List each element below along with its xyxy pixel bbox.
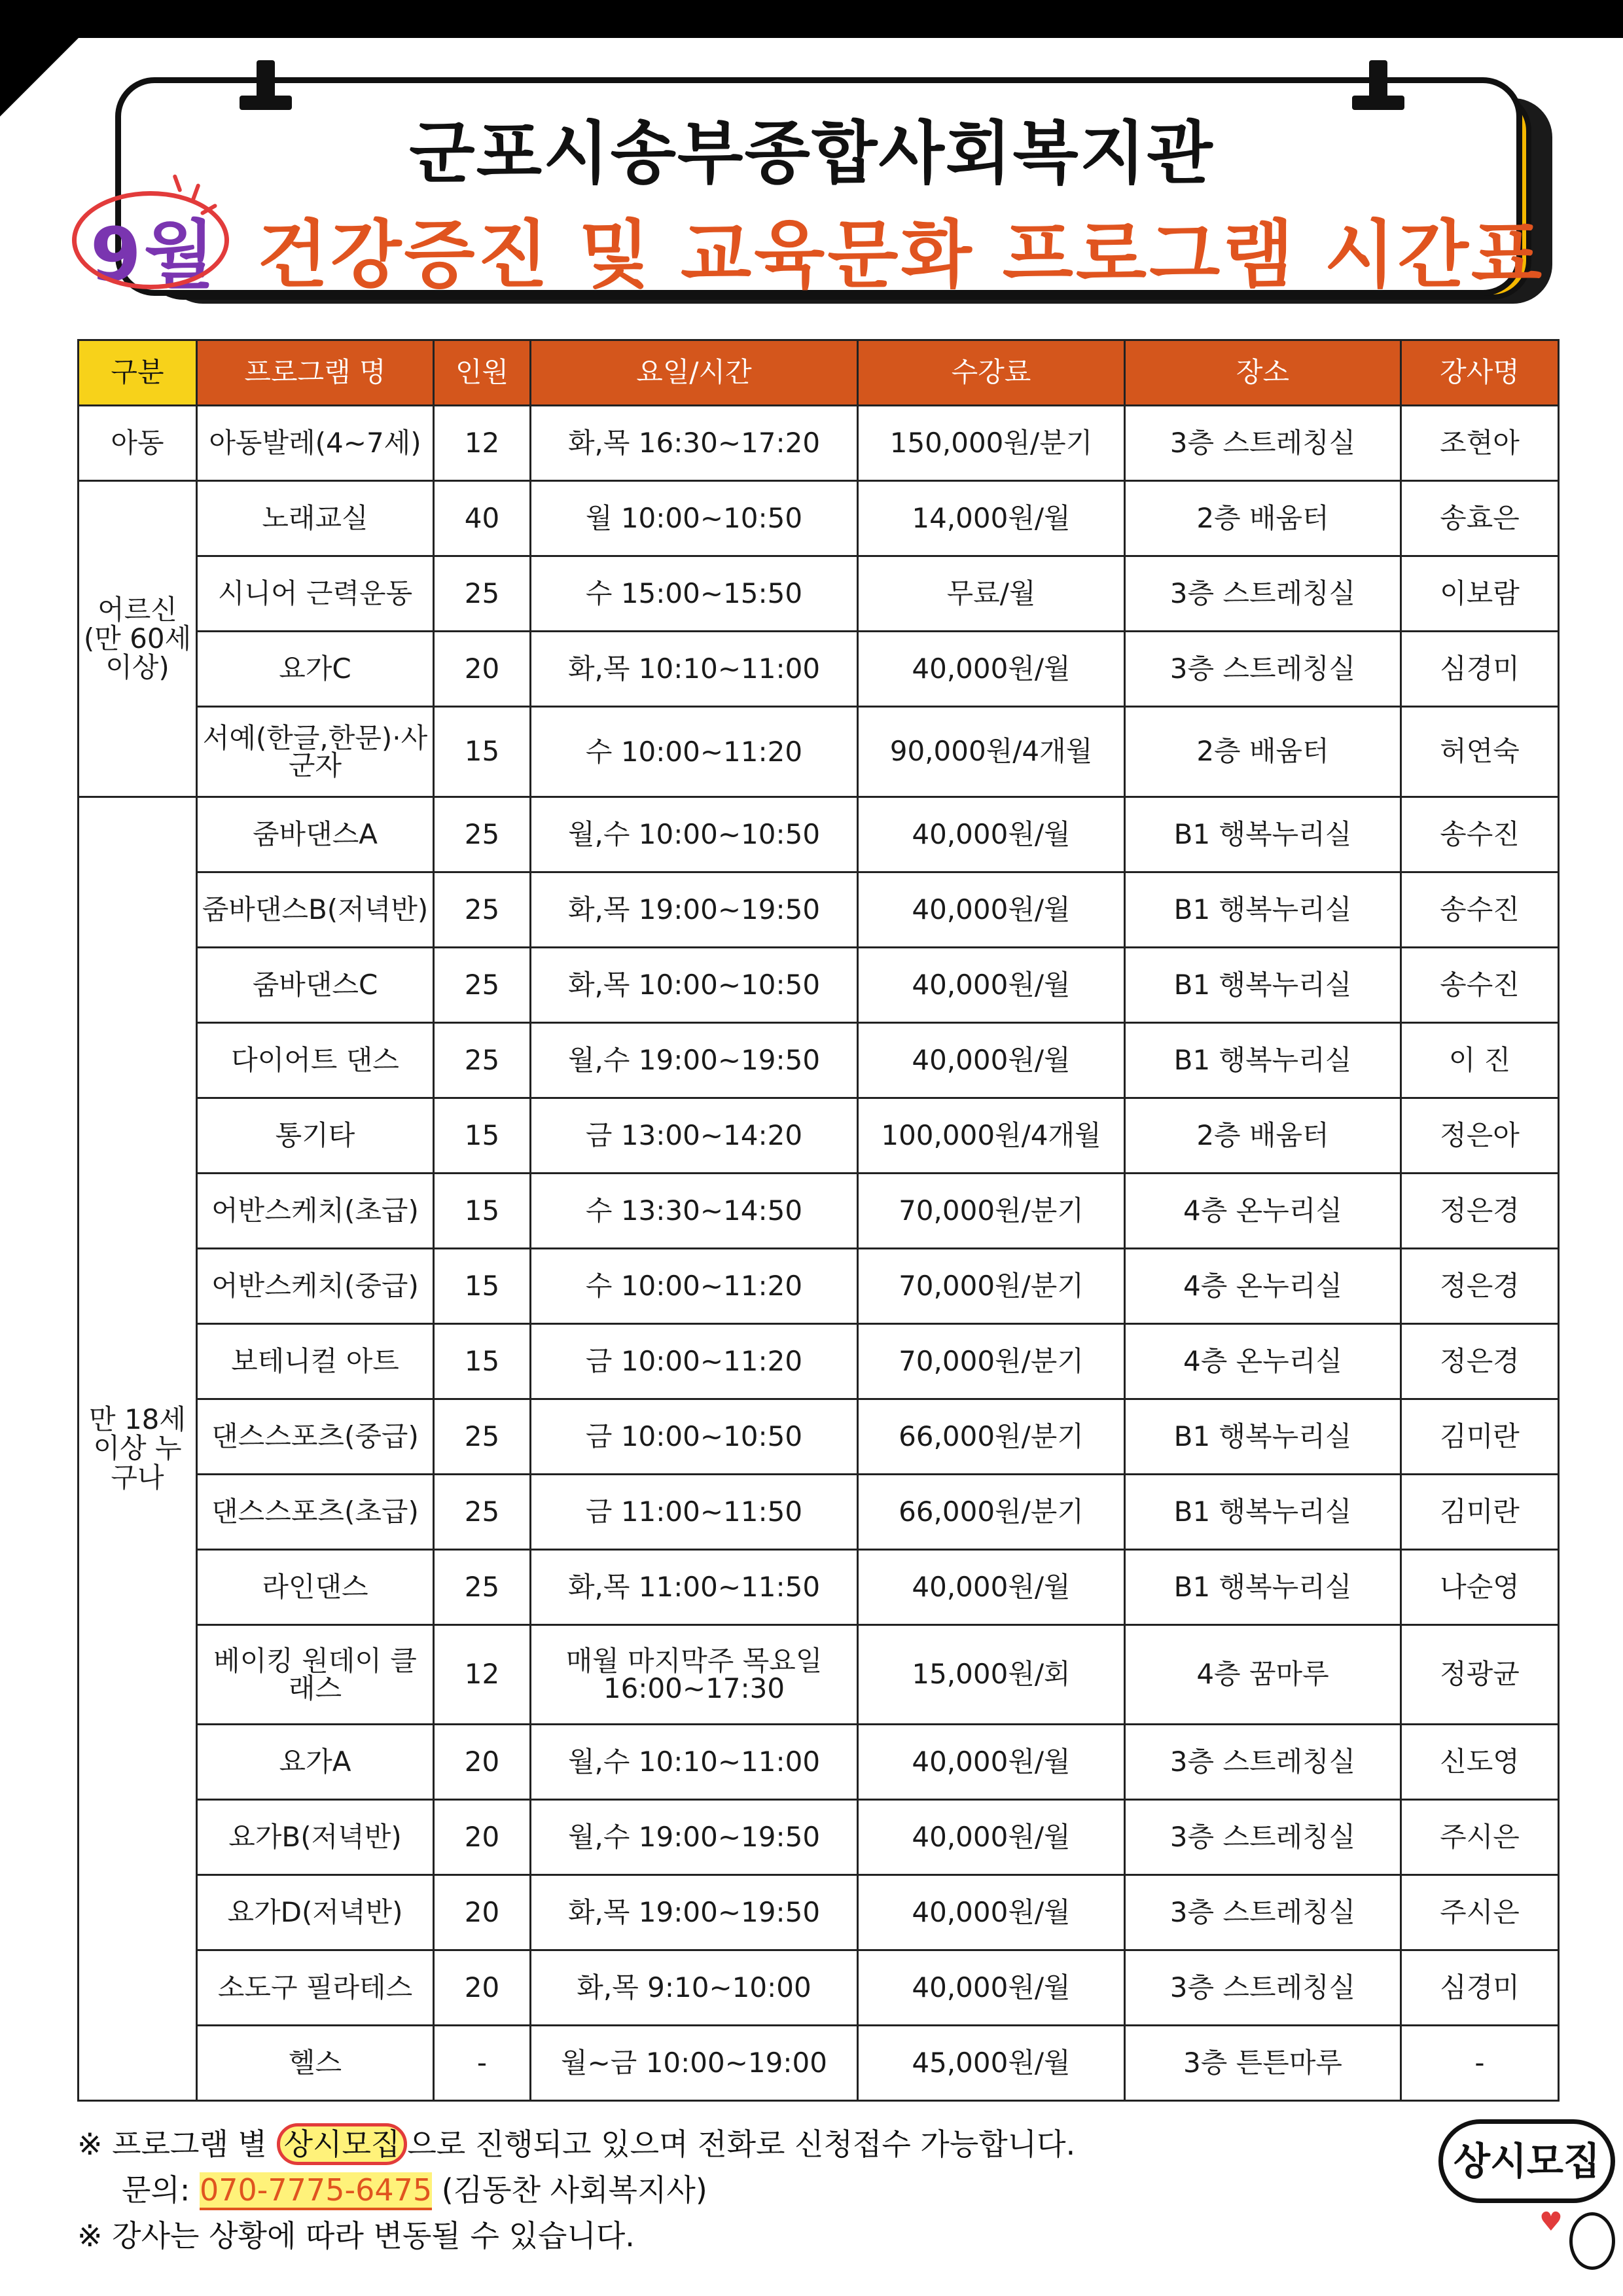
table-row xyxy=(79,1098,1559,1174)
fee-cell: 70,000원/분기 xyxy=(858,1174,1125,1249)
fee-cell: 40,000원/월 xyxy=(858,948,1125,1023)
capacity-cell: 15 xyxy=(434,1174,531,1249)
column-header: 요일/시간 xyxy=(531,340,858,406)
location-cell: B1 행복누리실 xyxy=(1125,872,1401,948)
location-cell: 2층 배움터 xyxy=(1125,707,1401,797)
schedule-cell: 금 10:00~10:50 xyxy=(531,1399,858,1475)
location-cell: 3층 스트레칭실 xyxy=(1125,1800,1401,1875)
instructor-cell: 심경미 xyxy=(1401,1950,1559,2026)
program-name-cell: 아동발레(4~7세) xyxy=(197,406,434,481)
capacity-cell: 25 xyxy=(434,556,531,632)
contact-phone[interactable]: 070-7775-6475 xyxy=(200,2172,432,2210)
month-label: 9월 xyxy=(79,196,229,302)
program-name-cell: 라인댄스 xyxy=(197,1550,434,1625)
schedule-cell: 수 15:00~15:50 xyxy=(531,556,858,632)
location-cell: 3층 튼튼마루 xyxy=(1125,2026,1401,2101)
location-cell: 3층 스트레칭실 xyxy=(1125,632,1401,707)
schedule-cell: 화,목 19:00~19:50 xyxy=(531,872,858,948)
table-row xyxy=(79,1625,1559,1725)
location-cell: 2층 배움터 xyxy=(1125,1098,1401,1174)
program-name-cell: 어반스케치(중급) xyxy=(197,1249,434,1324)
column-header: 장소 xyxy=(1125,340,1401,406)
location-cell: 2층 배움터 xyxy=(1125,481,1401,556)
schedule-cell: 화,목 9:10~10:00 xyxy=(531,1950,858,2026)
fee-cell: 90,000원/4개월 xyxy=(858,707,1125,797)
table-header-row xyxy=(79,340,1559,406)
fee-cell: 14,000원/월 xyxy=(858,481,1125,556)
fee-cell: 15,000원/회 xyxy=(858,1625,1125,1725)
fee-cell: 40,000원/월 xyxy=(858,1875,1125,1950)
program-name-cell: 서예(한글,한문)·사군자 xyxy=(197,707,434,797)
table-row xyxy=(79,1725,1559,1800)
column-header: 구분 xyxy=(79,340,197,406)
table-row xyxy=(79,1950,1559,2026)
month-circle-mark xyxy=(72,191,229,289)
table-row xyxy=(79,481,1559,556)
location-cell: B1 행복누리실 xyxy=(1125,1399,1401,1475)
instructor-cell: 신도영 xyxy=(1401,1725,1559,1800)
schedule-cell: 수 13:30~14:50 xyxy=(531,1174,858,1249)
capacity-cell: 12 xyxy=(434,1625,531,1725)
schedule-cell: 월~금 10:00~19:00 xyxy=(531,2026,858,2101)
program-name-cell: 요가C xyxy=(197,632,434,707)
capacity-cell: 15 xyxy=(434,707,531,797)
capacity-cell: 20 xyxy=(434,632,531,707)
schedule-cell: 화,목 11:00~11:50 xyxy=(531,1550,858,1625)
table-row xyxy=(79,1399,1559,1475)
location-cell: 3층 스트레칭실 xyxy=(1125,406,1401,481)
fee-cell: 100,000원/4개월 xyxy=(858,1098,1125,1174)
schedule-cell: 금 11:00~11:50 xyxy=(531,1475,858,1550)
fee-cell: 40,000원/월 xyxy=(858,1550,1125,1625)
location-cell: 3층 스트레칭실 xyxy=(1125,556,1401,632)
schedule-table xyxy=(77,339,1560,2102)
instructor-cell: 이 진 xyxy=(1401,1023,1559,1098)
location-cell: B1 행복누리실 xyxy=(1125,1475,1401,1550)
column-header: 강사명 xyxy=(1401,340,1559,406)
instructor-cell: 김미란 xyxy=(1401,1399,1559,1475)
program-name-cell: 시니어 근력운동 xyxy=(197,556,434,632)
program-name-cell: 줌바댄스A xyxy=(197,797,434,872)
program-name-cell: 소도구 필라테스 xyxy=(197,1950,434,2026)
subtitle-text: 건강증진 및 교육문화 프로그램 시간표 xyxy=(257,213,1545,298)
schedule-cell: 월,수 10:00~10:50 xyxy=(531,797,858,872)
capacity-cell: 20 xyxy=(434,1875,531,1950)
capacity-cell: - xyxy=(434,2026,531,2101)
program-name-cell: 다이어트 댄스 xyxy=(197,1023,434,1098)
instructor-cell: - xyxy=(1401,2026,1559,2101)
instructor-cell: 송효은 xyxy=(1401,481,1559,556)
fee-cell: 40,000원/월 xyxy=(858,1950,1125,2026)
table-row xyxy=(79,1800,1559,1875)
footer-contact: 문의: 070-7775-6475 (김동찬 사회복지사) xyxy=(122,2166,707,2210)
program-name-cell: 요가D(저녁반) xyxy=(197,1875,434,1950)
program-name-cell: 헬스 xyxy=(197,2026,434,2101)
fee-cell: 70,000원/분기 xyxy=(858,1324,1125,1399)
fee-cell: 40,000원/월 xyxy=(858,797,1125,872)
capacity-cell: 15 xyxy=(434,1249,531,1324)
capacity-cell: 25 xyxy=(434,948,531,1023)
instructor-cell: 심경미 xyxy=(1401,632,1559,707)
capacity-cell: 20 xyxy=(434,1950,531,2026)
instructor-cell: 정은경 xyxy=(1401,1249,1559,1324)
program-name-cell: 줌바댄스C xyxy=(197,948,434,1023)
capacity-cell: 25 xyxy=(434,1023,531,1098)
capacity-cell: 15 xyxy=(434,1098,531,1174)
fee-cell: 66,000원/분기 xyxy=(858,1475,1125,1550)
table-row xyxy=(79,1324,1559,1399)
schedule-cell: 월,수 19:00~19:50 xyxy=(531,1800,858,1875)
program-name-cell: 줌바댄스B(저녁반) xyxy=(197,872,434,948)
program-name-cell: 댄스스포츠(중급) xyxy=(197,1399,434,1475)
character-icon xyxy=(1569,2212,1615,2270)
schedule-cell: 화,목 19:00~19:50 xyxy=(531,1875,858,1950)
capacity-cell: 25 xyxy=(434,1475,531,1550)
footer-note-recruit: ※ 프로그램 별 상시모집 으로 진행되고 있으며 전화로 신청접수 가능합니다. xyxy=(77,2121,1075,2164)
program-name-cell: 보테니컬 아트 xyxy=(197,1324,434,1399)
category-cell: 아동 xyxy=(79,406,197,481)
table-row xyxy=(79,707,1559,797)
capacity-cell: 25 xyxy=(434,1399,531,1475)
schedule-cell: 수 10:00~11:20 xyxy=(531,1249,858,1324)
footer-note-instructor: ※ 강사는 상황에 따라 변동될 수 있습니다. xyxy=(77,2218,635,2253)
instructor-cell: 정은경 xyxy=(1401,1324,1559,1399)
fee-cell: 66,000원/분기 xyxy=(858,1399,1125,1475)
capacity-cell: 40 xyxy=(434,481,531,556)
program-subtitle xyxy=(0,196,1623,302)
program-name-cell: 통기타 xyxy=(197,1098,434,1174)
schedule-cell: 수 10:00~11:20 xyxy=(531,707,858,797)
table-row xyxy=(79,1875,1559,1950)
program-name-cell: 어반스케치(초급) xyxy=(197,1174,434,1249)
schedule-cell: 화,목 16:30~17:20 xyxy=(531,406,858,481)
table-row xyxy=(79,632,1559,707)
capacity-cell: 20 xyxy=(434,1725,531,1800)
fee-cell: 40,000원/월 xyxy=(858,1023,1125,1098)
program-name-cell: 댄스스포츠(초급) xyxy=(197,1475,434,1550)
fee-cell: 40,000원/월 xyxy=(858,1800,1125,1875)
instructor-cell: 나순영 xyxy=(1401,1550,1559,1625)
table-row xyxy=(79,556,1559,632)
schedule-cell: 화,목 10:10~11:00 xyxy=(531,632,858,707)
schedule-cell: 매월 마지막주 목요일 16:00~17:30 xyxy=(531,1625,858,1725)
schedule-cell: 화,목 10:00~10:50 xyxy=(531,948,858,1023)
category-cell: 어르신 (만 60세 이상) xyxy=(79,481,197,797)
location-cell: 4층 온누리실 xyxy=(1125,1324,1401,1399)
schedule-cell: 월,수 10:10~11:00 xyxy=(531,1725,858,1800)
capacity-cell: 25 xyxy=(434,797,531,872)
table-row xyxy=(79,1550,1559,1625)
fee-cell: 40,000원/월 xyxy=(858,872,1125,948)
instructor-cell: 허연숙 xyxy=(1401,707,1559,797)
location-cell: 4층 꿈마루 xyxy=(1125,1625,1401,1725)
schedule-cell: 월 10:00~10:50 xyxy=(531,481,858,556)
capacity-cell: 15 xyxy=(434,1324,531,1399)
program-name-cell: 요가A xyxy=(197,1725,434,1800)
table-row xyxy=(79,2026,1559,2101)
recruit-highlight: 상시모집 xyxy=(277,2123,408,2165)
location-cell: 3층 스트레칭실 xyxy=(1125,1950,1401,2026)
capacity-cell: 25 xyxy=(434,1550,531,1625)
table-row xyxy=(79,1475,1559,1550)
fee-cell: 40,000원/월 xyxy=(858,1725,1125,1800)
location-cell: B1 행복누리실 xyxy=(1125,797,1401,872)
instructor-cell: 정광균 xyxy=(1401,1625,1559,1725)
instructor-cell: 주시은 xyxy=(1401,1875,1559,1950)
category-cell: 만 18세 이상 누구나 xyxy=(79,797,197,2101)
table-row xyxy=(79,1023,1559,1098)
program-name-cell: 노래교실 xyxy=(197,481,434,556)
program-name-cell: 베이킹 원데이 클래스 xyxy=(197,1625,434,1725)
schedule-cell: 월,수 19:00~19:50 xyxy=(531,1023,858,1098)
capacity-cell: 12 xyxy=(434,406,531,481)
table-row xyxy=(79,406,1559,481)
instructor-cell: 김미란 xyxy=(1401,1475,1559,1550)
location-cell: 4층 온누리실 xyxy=(1125,1249,1401,1324)
column-header: 프로그램 명 xyxy=(197,340,434,406)
fee-cell: 70,000원/분기 xyxy=(858,1249,1125,1324)
center-title: 군포시송부종합사회복지관 xyxy=(409,113,1214,193)
fee-cell: 무료/월 xyxy=(858,556,1125,632)
instructor-cell: 조현아 xyxy=(1401,406,1559,481)
table-row xyxy=(79,872,1559,948)
instructor-cell: 송수진 xyxy=(1401,948,1559,1023)
location-cell: B1 행복누리실 xyxy=(1125,1023,1401,1098)
location-cell: 3층 스트레칭실 xyxy=(1125,1875,1401,1950)
column-header: 인원 xyxy=(434,340,531,406)
program-name-cell: 요가B(저녁반) xyxy=(197,1800,434,1875)
capacity-cell: 25 xyxy=(434,872,531,948)
instructor-cell: 이보람 xyxy=(1401,556,1559,632)
location-cell: 4층 온누리실 xyxy=(1125,1174,1401,1249)
table-row xyxy=(79,1174,1559,1249)
table-row xyxy=(79,1249,1559,1324)
schedule-cell: 금 10:00~11:20 xyxy=(531,1324,858,1399)
instructor-cell: 송수진 xyxy=(1401,797,1559,872)
location-cell: 3층 스트레칭실 xyxy=(1125,1725,1401,1800)
heart-icon: ♥ xyxy=(1539,2207,1563,2237)
fee-cell: 150,000원/분기 xyxy=(858,406,1125,481)
top-band xyxy=(0,0,1623,38)
recruit-badge: 상시모집 xyxy=(1438,2119,1615,2203)
table-row xyxy=(79,948,1559,1023)
location-cell: B1 행복누리실 xyxy=(1125,1550,1401,1625)
instructor-cell: 정은경 xyxy=(1401,1174,1559,1249)
column-header: 수강료 xyxy=(858,340,1125,406)
fee-cell: 45,000원/월 xyxy=(858,2026,1125,2101)
table-row xyxy=(79,797,1559,872)
fee-cell: 40,000원/월 xyxy=(858,632,1125,707)
capacity-cell: 20 xyxy=(434,1800,531,1875)
location-cell: B1 행복누리실 xyxy=(1125,948,1401,1023)
instructor-cell: 송수진 xyxy=(1401,872,1559,948)
instructor-cell: 주시은 xyxy=(1401,1800,1559,1875)
schedule-cell: 금 13:00~14:20 xyxy=(531,1098,858,1174)
instructor-cell: 정은아 xyxy=(1401,1098,1559,1174)
table-body xyxy=(79,406,1559,2101)
